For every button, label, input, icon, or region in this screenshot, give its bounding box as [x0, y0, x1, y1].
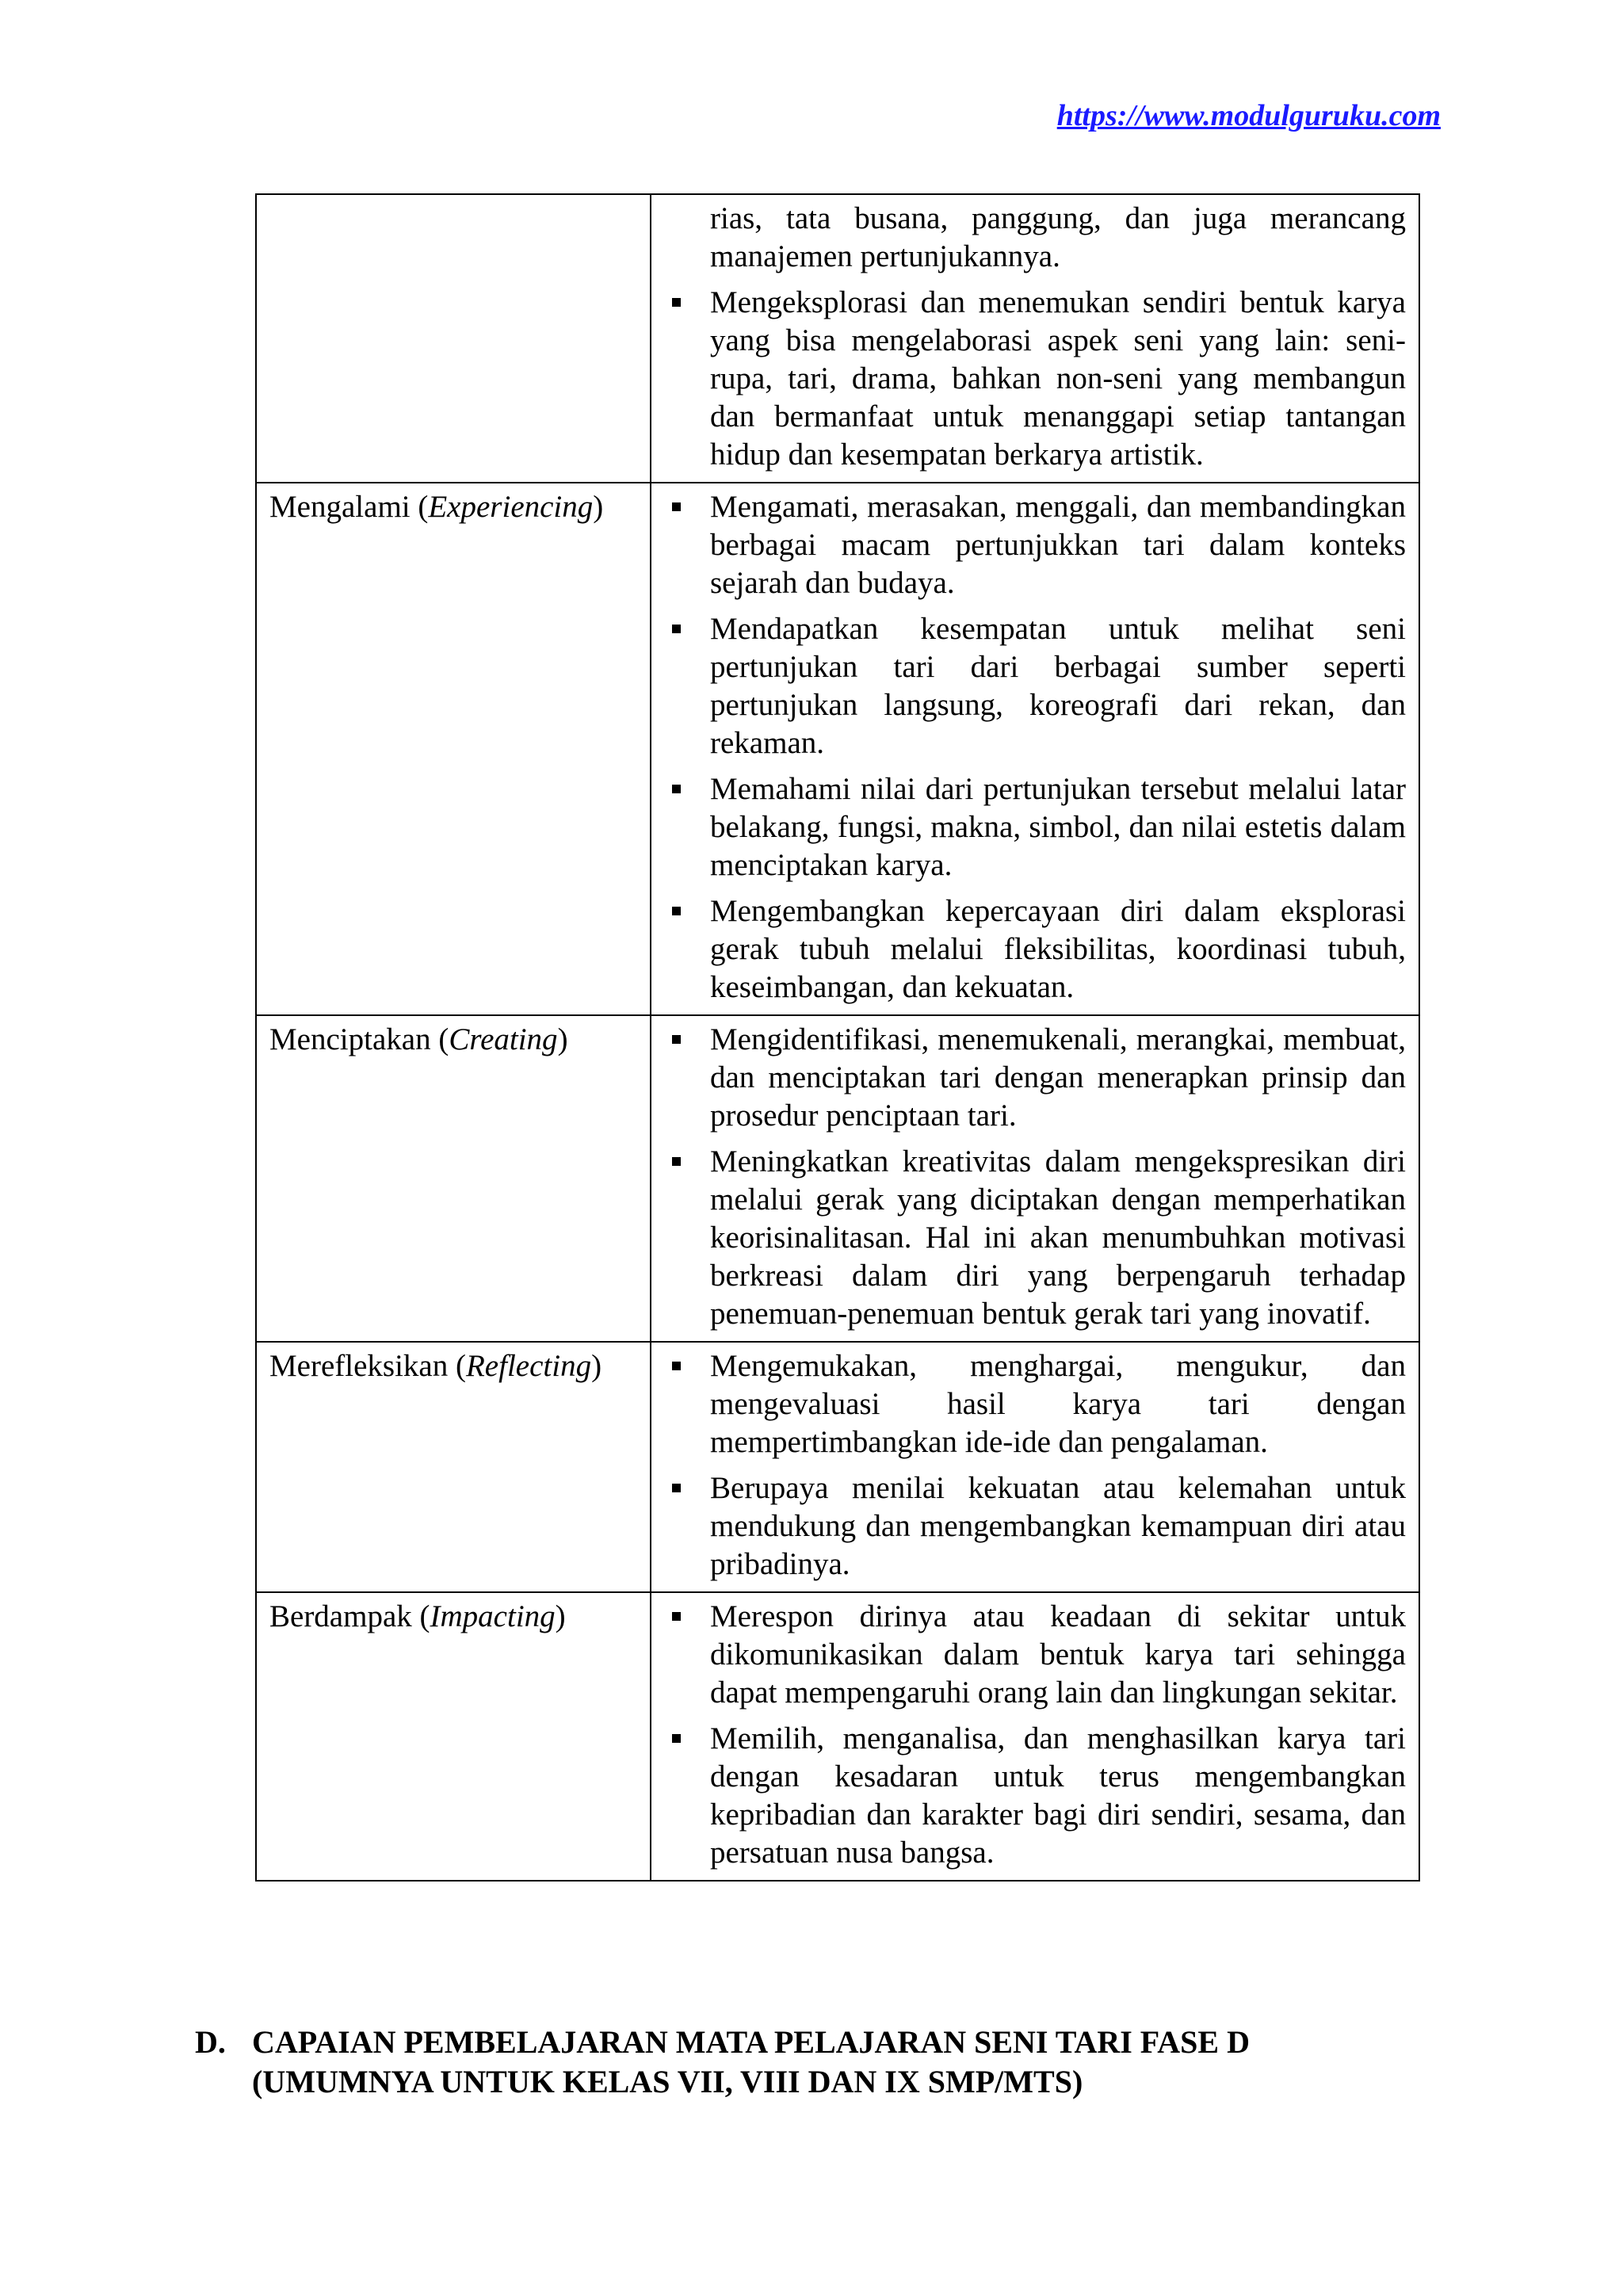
bullet-list: [663, 1347, 1406, 1584]
list-item: Mengamati, merasakan, menggali, dan membandingkan berbagai macam pertunjukkan tari dalam konteks sejarah dan budaya.: [663, 488, 1406, 602]
list-item: Mengemukakan, menghargai, mengukur, dan mengevaluasi hasil karya tari dengan mempertimbangkan ide-ide dan pengalaman.: [663, 1347, 1406, 1461]
list-item: Mendapatkan kesempatan untuk melihat seni pertunjukan tari dari berbagai sumber seperti pertunjukan langsung, koreografi dari rekan, dan rekaman.: [663, 610, 1406, 762]
list-item: Memilih, menganalisa, dan menghasilkan karya tari dengan kesadaran untuk terus mengembangkan kepribadian dan karakter bagi diri sendiri, sesama, dan persatuan nusa bangsa.: [663, 1720, 1406, 1872]
element-description-cell: [651, 1015, 1419, 1342]
list-item: Mengembangkan kepercayaan diri dalam eksplorasi gerak tubuh melalui fleksibilitas, koordinasi tubuh, keseimbangan, dan kekuatan.: [663, 892, 1406, 1007]
list-item: Mengeksplorasi dan menemukan sendiri bentuk karya yang bisa mengelaborasi aspek seni yang lain: seni-rupa, tari, drama, bahkan non-seni yang membangun dan bermanfaat untuk menanggapi setiap tantangan hidup dan kesempatan berkarya artistik.: [663, 284, 1406, 474]
bullet-list: [663, 488, 1406, 1007]
element-label-cell: Menciptakan (Creating): [256, 1015, 651, 1342]
element-description-cell: [651, 194, 1419, 483]
section-heading: [195, 2023, 1361, 2102]
list-item: Berupaya menilai kekuatan atau kelemahan untuk mendukung dan mengembangkan kemampuan diri atau pribadinya.: [663, 1469, 1406, 1584]
table-row: [256, 194, 1419, 483]
section-title: CAPAIAN PEMBELAJARAN MATA PELAJARAN SENI TARI FASE D (UMUMNYA UNTUK KELAS VII, VIII DAN IX SMP/MTS): [252, 2024, 1250, 2099]
list-item: Mengidentifikasi, menemukenali, merangkai, membuat, dan menciptakan tari dengan menerapkan prinsip dan prosedur penciptaan tari.: [663, 1021, 1406, 1135]
bullet-list: [663, 1021, 1406, 1333]
element-label-cell: Berdampak (Impacting): [256, 1592, 651, 1881]
bullet-list: [663, 1598, 1406, 1872]
table-row: [256, 1015, 1419, 1342]
table-row: [256, 1342, 1419, 1592]
list-item: rias, tata busana, panggung, dan juga merancang manajemen pertunjukannya.: [710, 201, 1406, 273]
learning-elements-table: [255, 193, 1420, 1881]
section-letter: D.: [195, 2024, 226, 2060]
bullet-list: [663, 200, 1406, 474]
list-item: Merespon dirinya atau keadaan di sekitar untuk dikomunikasikan dalam bentuk karya tari sehingga dapat mempengaruhi orang lain dan lingkungan sekitar.: [663, 1598, 1406, 1712]
table-row: [256, 1592, 1419, 1881]
source-url-link[interactable]: https://www.modulguruku.com: [1056, 99, 1441, 132]
element-description-cell: [651, 1342, 1419, 1592]
element-description-cell: [651, 1592, 1419, 1881]
element-description-cell: [651, 483, 1419, 1015]
list-item: Memahami nilai dari pertunjukan tersebut melalui latar belakang, fungsi, makna, simbol, dan nilai estetis dalam menciptakan karya.: [663, 770, 1406, 884]
element-label-cell: Merefleksikan (Reflecting): [256, 1342, 651, 1592]
element-label-cell: Mengalami (Experiencing): [256, 483, 651, 1015]
element-label-cell: [256, 194, 651, 483]
list-item: Meningkatkan kreativitas dalam mengekspresikan diri melalui gerak yang diciptakan dengan memperhatikan keorisinalitasan. Hal ini akan menumbuhkan motivasi berkreasi dalam diri yang berpengaruh terhadap penemuan-penemuan bentuk gerak tari yang inovatif.: [663, 1143, 1406, 1333]
table-row: [256, 483, 1419, 1015]
